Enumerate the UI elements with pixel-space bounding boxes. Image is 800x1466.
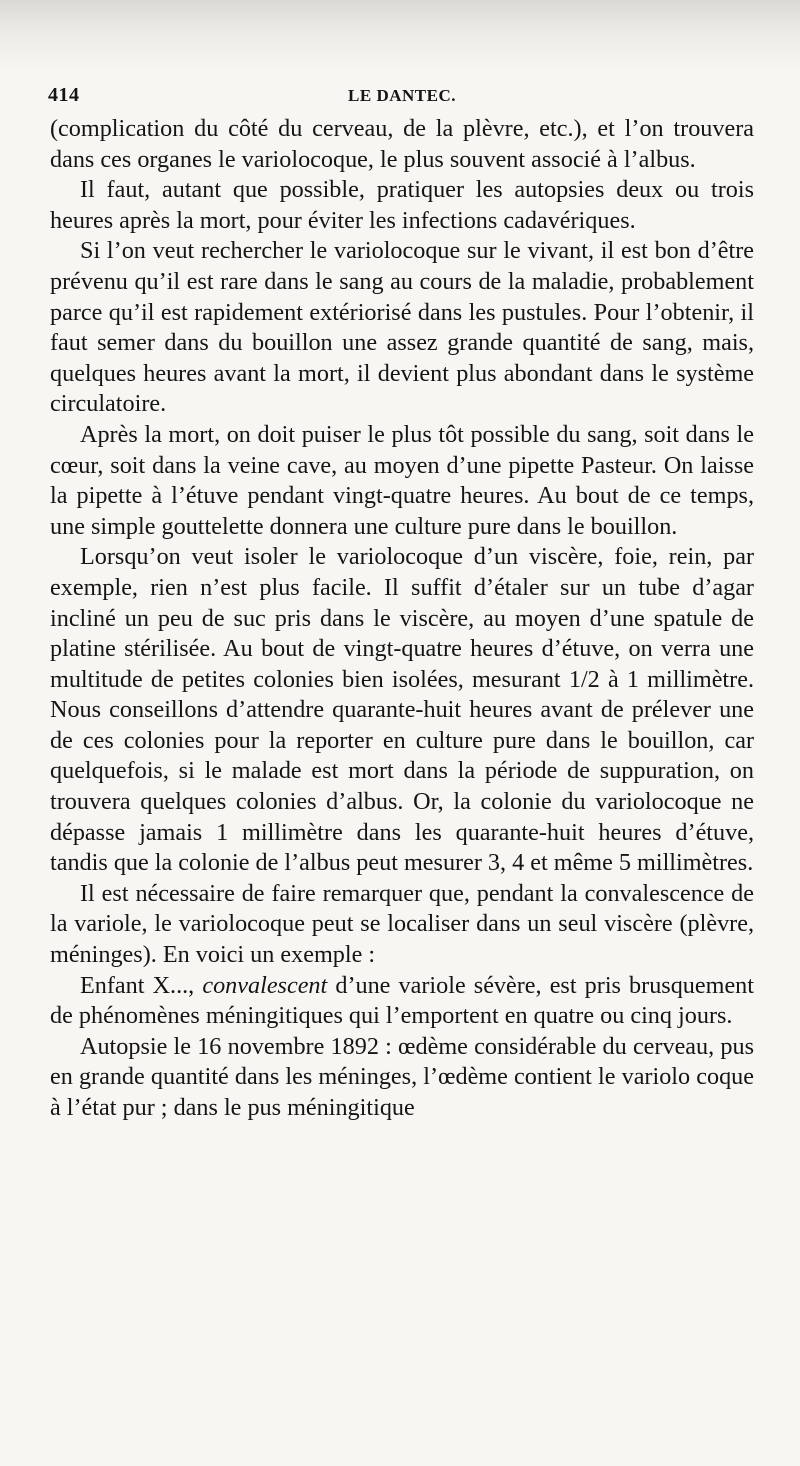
paragraph-continuation: (complication du côté du cerveau, de la plèvre, etc.), et l’on trouvera dans ces organes le variolocoque, le plus souvent associé à l’albus. bbox=[50, 115, 754, 173]
case-text-end: d’une variole sévère, est pris brusquement de phénomènes méningitiques qui l’emportent en quatre ou cinq jours. bbox=[50, 971, 754, 1030]
case-emphasis: convalescent bbox=[202, 971, 328, 999]
paragraph-case-example bbox=[50, 971, 754, 1032]
paragraph-living-patient: Si l’on veut rechercher le variolocoque sur le vivant, il est bon d’être prévenu qu’il est rare dans le sang au cours de la maladie, probablement parce qu’il est rapidement extériorisé dans les pustules. Pour l’obtenir, il faut semer dans du bouillon une assez grande quantité de sang, mais, quelques heures avant la mort, il devient plus abondant dans le système circulatoire. bbox=[50, 237, 754, 418]
paragraph-autopsy-report: Autopsie le 16 novembre 1892 : œdème considérable du cerveau, pus en grande quantité dans les méninges, l’œdème contient le variolo coque à l’état pur ; dans le pus méningitique bbox=[50, 1032, 754, 1121]
page-header bbox=[50, 80, 754, 114]
paragraph-convalescence: Il est nécessaire de faire remarquer que, pendant la convalescence de la variole, le variolocoque peut se localiser dans un seul viscère (plèvre, méninges). En voici un exemple : bbox=[50, 879, 754, 969]
running-title: LE DANTEC. bbox=[348, 86, 456, 105]
paragraph-isolation: Lorsqu’on veut isoler le variolocoque d’un viscère, foie, rein, par exemple, rien n’est plus facile. Il suffit d’étaler sur un tube d’agar incliné un peu de suc pris dans le viscère, au moyen d’une spatule de platine stérilisée. Au bout de vingt-quatre heures d’étuve, on verra une multitude de petites colonies bien isolées, mesurant 1/2 à 1 millimètre. Nous conseillons d’attendre quarante-huit heures avant de prélever une de ces colonies pour la reporter en culture pure dans le bouillon, car quelquefois, si le malade est mort dans la période de suppuration, on trouvera quelques colonies d’albus. Or, la colonie du variolocoque ne dépasse jamais 1 millimètre dans les quarante-huit heures d’étuve, tandis que la colonie de l’albus peut mesurer 3, 4 et même 5 millimètres. bbox=[50, 543, 754, 877]
scan-shadow bbox=[0, 0, 800, 70]
paragraph-after-death: Après la mort, on doit puiser le plus tôt possible du sang, soit dans le cœur, soit dans la veine cave, au moyen d’une pipette Pasteur. On laisse la pipette à l’étuve pendant vingt-quatre heures. Au bout de ce temps, une simple gouttelette donnera une culture pure dans le bouillon. bbox=[50, 420, 754, 540]
page-body bbox=[50, 114, 754, 1124]
book-page bbox=[50, 80, 754, 1124]
paragraph-autopsy-timing: Il faut, autant que possible, pratiquer les autopsies deux ou trois heures après la mort, pour éviter les infections cadavériques. bbox=[50, 176, 754, 234]
page-number: 414 bbox=[48, 84, 80, 106]
case-text-start: Enfant X..., bbox=[80, 971, 203, 999]
